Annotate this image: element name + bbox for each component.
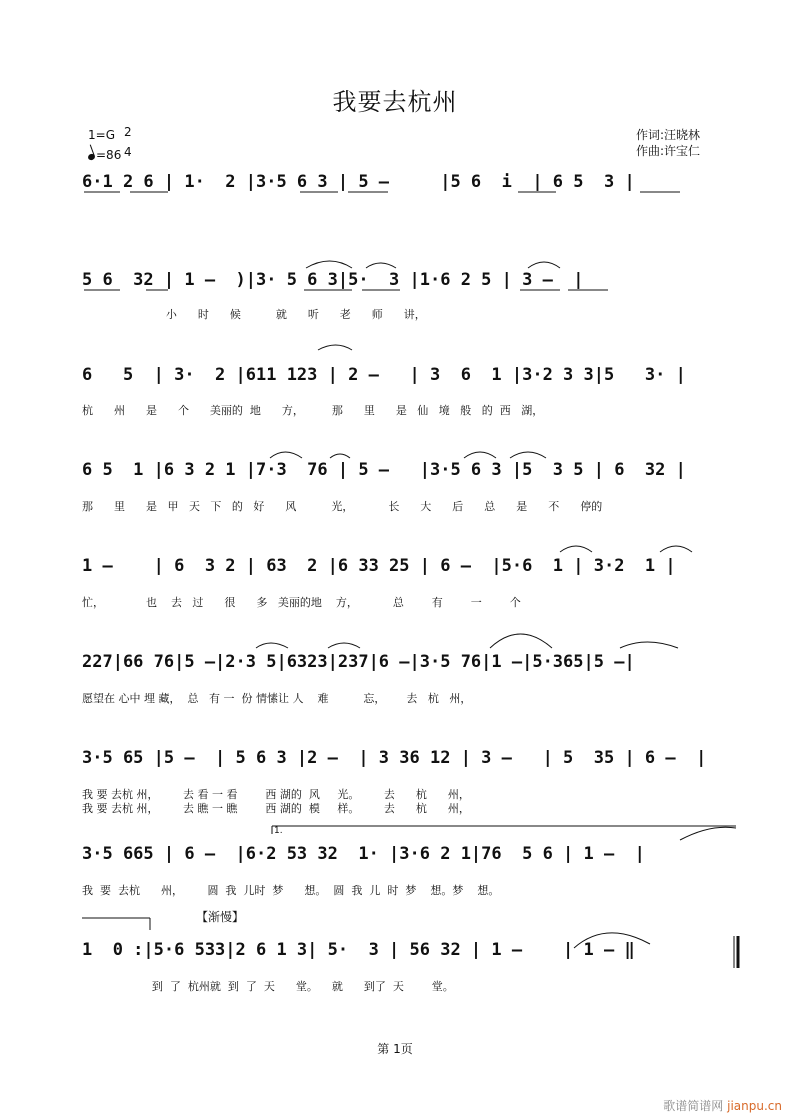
staff-line-9: 1 0 :|5·6 533|2 6 1 3| 5· 3 | 56 32 | 1 – | 1 – ‖ xyxy=(82,940,635,960)
staff-line-3: 6 5 | 3· 2 |611 123 | 2 – | 3 6 1 |3·2 3 3|5 3· | xyxy=(82,365,686,385)
lyric-line-7a: 我 要 去杭 州， 去 看 一 看 西 湖的 风 光。 去 杭 州， xyxy=(82,788,470,801)
lyricist: 作词:汪晓林 xyxy=(636,128,701,142)
composer: 作曲:许宝仁 xyxy=(636,144,701,158)
page-number: 第 1页 xyxy=(377,1042,413,1056)
slur-6b xyxy=(620,642,678,648)
staff-line-8: 3·5 665 | 6 – |6·2 53 32 1· |3·6 2 1|76 5 6 | 1 – | xyxy=(82,844,645,864)
slur-2b xyxy=(366,263,396,268)
slur-6c xyxy=(256,643,288,648)
slur-4b xyxy=(330,454,350,458)
staff-line-7: 3·5 65 |5 – | 5 6 3 |2 – | 3 36 12 | 3 – | 5 35 | 6 – | xyxy=(82,748,707,768)
slur-4d xyxy=(510,452,546,458)
lyric-line-2: 小 时 候 就 听 老 师 讲， xyxy=(82,308,426,321)
slur-2a xyxy=(306,261,352,268)
slur-2c xyxy=(528,262,560,268)
staff-line-4: 6 5 1 |6 3 2 1 |7·3 76 | 5 – |3·5 6 3 |5 3 5 | 6 32 | xyxy=(82,460,686,480)
slur-5b xyxy=(660,546,692,552)
volta-ending-1: 1. xyxy=(274,826,283,836)
staff-line-1: 6·1 2 6 | 1· 2 |3·5 6 3 | 5 – |5 6 i | 6 5 3 | xyxy=(82,172,635,192)
time-signature-top: 2 xyxy=(124,125,132,139)
lyric-line-3: 杭 州 是 个 美丽的 地 方， 那 里 是 仙 境 般 的 西 湖， xyxy=(82,404,544,417)
watermark xyxy=(663,1097,782,1114)
lyric-line-8: 我 要 去杭 州， 圆 我 儿时 梦 想。 圆 我 儿 时 梦 想。梦 想。 xyxy=(82,884,500,897)
lyric-line-7b: 我 要 去杭 州， 去 瞧 一 瞧 西 湖的 模 样。 去 杭 州， xyxy=(82,802,470,815)
lyric-line-9: 到 了 杭州就 到 了 天 堂。 就 到了 天 堂。 xyxy=(82,980,454,993)
watermark-text: 歌谱简谱网 xyxy=(663,1099,724,1113)
tempo-change-marker: 【渐慢】 xyxy=(196,910,245,924)
slur-4a xyxy=(270,452,302,458)
lyric-line-6: 愿望在 心中 埋 藏， 总 有 一 份 情愫让 人 难 忘， 去 杭 州， xyxy=(82,692,472,705)
lyric-line-5: 忙， 也 去 过 很 多 美丽的地 方， 总 有 一 个 xyxy=(82,596,521,609)
page-title: 我要去杭州 xyxy=(332,88,458,116)
staff-line-2: 5 6 32 | 1 – )|3· 5 6 3|5· 3 |1·6 2 5 | 3 – | xyxy=(82,270,584,290)
slur-6a xyxy=(490,634,552,648)
slur-9a xyxy=(574,933,650,948)
slur-3a xyxy=(318,345,352,350)
slur-4c xyxy=(464,452,496,458)
time-signature-bottom: 4 xyxy=(124,145,132,159)
staff-line-5: 1 – | 6 3 2 | 63 2 |6 33 25 | 6 – |5·6 1 | 3·2 1 | xyxy=(82,556,676,576)
key-signature: 1=G xyxy=(88,128,115,142)
slur-8a xyxy=(680,827,736,840)
lyric-line-4: 那 里 是 甲 天 下 的 好 风 光， 长 大 后 总 是 不 停的 xyxy=(82,500,603,513)
slur-6d xyxy=(328,643,360,648)
watermark-site: jianpu.cn xyxy=(727,1099,782,1113)
tempo-value: =86 xyxy=(96,148,122,162)
staff-line-6: 227|66 76|5 –|2·3 5|6323|237|6 –|3·5 76|1 –|5·365|5 –| xyxy=(82,652,635,672)
slur-5a xyxy=(560,546,592,552)
